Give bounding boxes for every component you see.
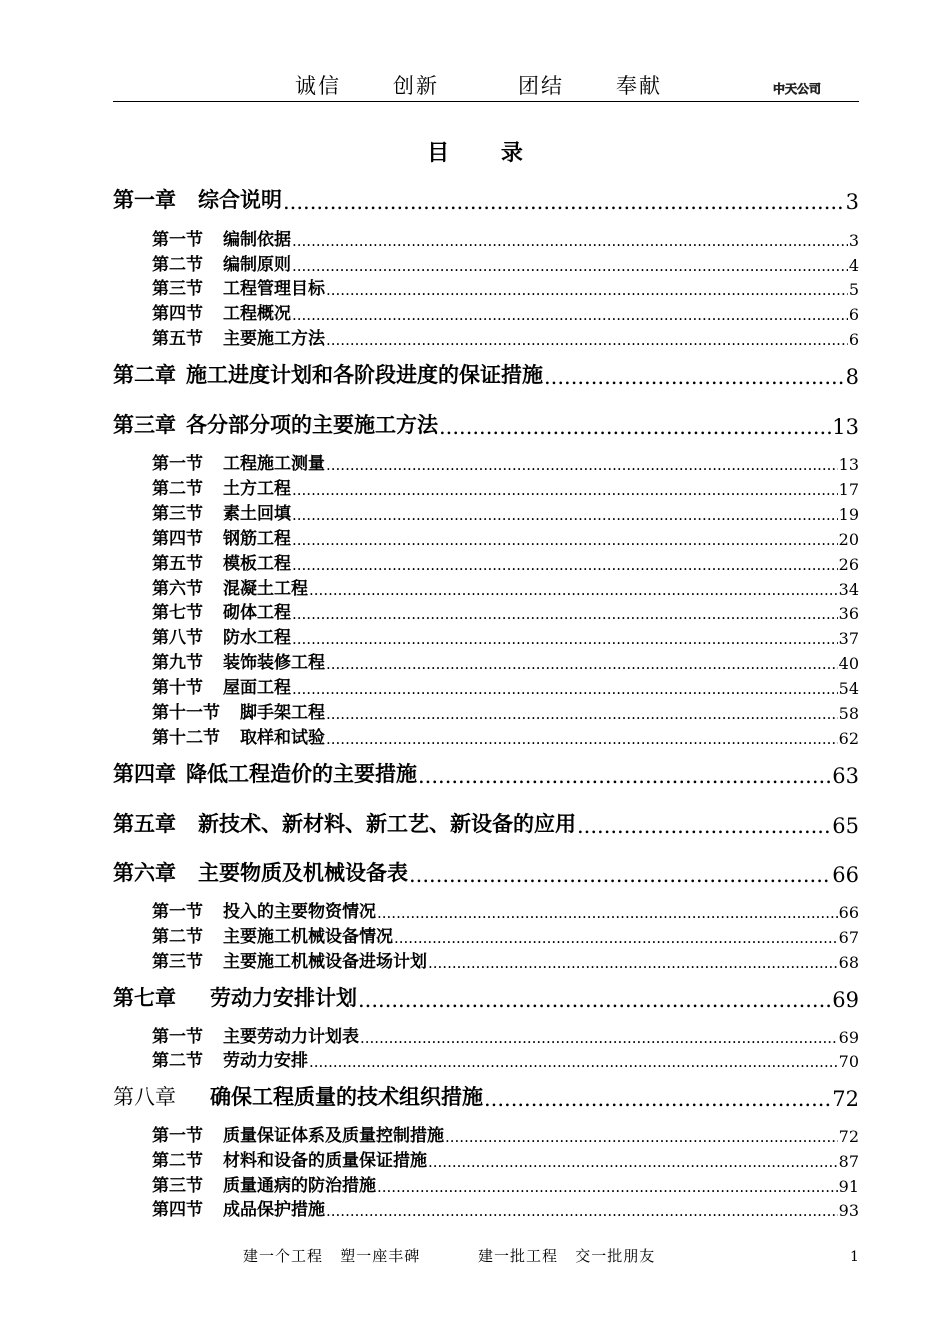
toc-entry-label bbox=[152, 723, 325, 748]
toc-page-number: 87 bbox=[838, 1152, 859, 1171]
toc-entry-number: 第三节 bbox=[152, 504, 203, 524]
toc-entry-label bbox=[152, 897, 376, 922]
toc-entry-number: 第三节 bbox=[152, 1176, 203, 1196]
toc-entry-title: 综合说明 bbox=[198, 187, 282, 212]
toc-entry-number: 第三章 bbox=[113, 412, 176, 437]
toc-chapter-entry[interactable] bbox=[113, 361, 859, 389]
toc-entry-label bbox=[152, 549, 291, 574]
motto-word: 创新 bbox=[393, 74, 439, 98]
toc-page-number: 3 bbox=[848, 231, 859, 250]
toc-leader-dots bbox=[292, 680, 838, 698]
toc-leader-dots bbox=[292, 630, 838, 648]
toc-entry-label bbox=[152, 698, 325, 723]
toc-entry-label bbox=[113, 857, 408, 887]
toc-leader-dots bbox=[292, 506, 838, 524]
toc-page-number: 19 bbox=[838, 505, 859, 524]
toc-section-entry[interactable] bbox=[152, 577, 859, 599]
toc-leader-dots bbox=[326, 655, 838, 673]
toc-entry-number: 第二节 bbox=[152, 1051, 203, 1071]
toc-page-number: 62 bbox=[838, 729, 859, 748]
motto-word: 诚信 bbox=[295, 74, 341, 98]
toc-entry-title: 编制原则 bbox=[223, 255, 291, 275]
toc-section-entry[interactable] bbox=[152, 1049, 859, 1071]
toc-page-number: 68 bbox=[838, 953, 859, 972]
toc-section-entry[interactable] bbox=[152, 527, 859, 549]
toc-page-number: 20 bbox=[838, 530, 859, 549]
toc-leader-dots bbox=[360, 1029, 838, 1047]
toc-section-entry[interactable] bbox=[152, 228, 859, 250]
toc-entry-number: 第四章 bbox=[113, 761, 176, 786]
toc-page-number: 69 bbox=[832, 988, 859, 1012]
toc-entry-number: 第四节 bbox=[152, 304, 203, 324]
toc-entry-title: 工程管理目标 bbox=[223, 279, 325, 299]
toc-entry-label bbox=[113, 359, 543, 389]
toc-entry-number: 第五节 bbox=[152, 554, 203, 574]
toc-entry-label bbox=[152, 922, 393, 947]
toc-entry-title: 工程施工测量 bbox=[223, 454, 325, 474]
toc-entry-title: 主要施工机械设备情况 bbox=[223, 927, 393, 947]
toc-entry-number: 第四节 bbox=[152, 1200, 203, 1220]
toc-entry-number: 第十二节 bbox=[152, 728, 220, 748]
toc-entry-number: 第一节 bbox=[152, 1126, 203, 1146]
toc-entry-number: 第二章 bbox=[113, 362, 176, 387]
toc-entry-label bbox=[152, 648, 325, 673]
toc-entry-label bbox=[152, 225, 291, 250]
toc-entry-label bbox=[152, 574, 308, 599]
header-divider bbox=[113, 101, 859, 102]
toc-entry-number: 第二节 bbox=[152, 479, 203, 499]
toc-page-number: 63 bbox=[832, 764, 859, 788]
toc-page-number: 34 bbox=[838, 580, 859, 599]
toc-page-number: 67 bbox=[838, 928, 859, 947]
toc-page-number: 17 bbox=[838, 480, 859, 499]
toc-entry-title: 混凝土工程 bbox=[223, 579, 308, 599]
toc-entry-title: 工程概况 bbox=[223, 304, 291, 324]
toc-section-entry[interactable] bbox=[152, 651, 859, 673]
toc-entry-title: 砌体工程 bbox=[223, 603, 291, 623]
page-header bbox=[113, 70, 859, 102]
toc-entry-number: 第一节 bbox=[152, 230, 203, 250]
toc-page-number: 66 bbox=[838, 903, 859, 922]
toc-leader-dots bbox=[326, 730, 838, 748]
toc-chapter-entry[interactable] bbox=[113, 186, 859, 214]
toc-entry-title: 钢筋工程 bbox=[223, 529, 291, 549]
toc-section-entry[interactable] bbox=[152, 552, 859, 574]
toc-entry-label bbox=[152, 499, 291, 524]
toc-entry-number: 第五章 bbox=[113, 811, 176, 836]
toc-entry-label bbox=[152, 250, 291, 275]
toc-leader-dots bbox=[292, 232, 848, 250]
toc-section-entry[interactable] bbox=[152, 327, 859, 349]
toc-page-number: 5 bbox=[848, 280, 859, 299]
toc-page-number: 91 bbox=[838, 1177, 859, 1196]
toc-leader-dots bbox=[292, 531, 838, 549]
toc-entry-number: 第四节 bbox=[152, 529, 203, 549]
toc-page-number: 70 bbox=[838, 1052, 859, 1071]
toc-entry-number: 第三节 bbox=[152, 279, 203, 299]
motto-word: 奉献 bbox=[616, 74, 662, 98]
toc-chapter-entry[interactable] bbox=[113, 984, 859, 1012]
toc-page-number: 58 bbox=[838, 704, 859, 723]
toc-entry-label bbox=[152, 1046, 308, 1071]
toc-entry-title: 各分部分项的主要施工方法 bbox=[186, 412, 438, 437]
toc-entry-title: 劳动力安排 bbox=[223, 1051, 308, 1071]
toc-entry-label bbox=[152, 947, 427, 972]
toc-entry-number: 第二节 bbox=[152, 255, 203, 275]
toc-page-number: 37 bbox=[838, 629, 859, 648]
toc-leader-dots bbox=[484, 1087, 831, 1111]
toc-section-entry[interactable] bbox=[152, 1124, 859, 1146]
toc-chapter-entry[interactable] bbox=[113, 411, 859, 439]
toc-entry-title: 编制依据 bbox=[223, 230, 291, 250]
toc-entry-title: 降低工程造价的主要措施 bbox=[186, 761, 417, 786]
toc-section-entry[interactable] bbox=[152, 676, 859, 698]
toc-leader-dots bbox=[326, 705, 838, 723]
toc-leader-dots bbox=[358, 988, 831, 1012]
toc-section-entry[interactable] bbox=[152, 502, 859, 524]
toc-leader-dots bbox=[309, 581, 838, 599]
toc-leader-dots bbox=[326, 331, 848, 349]
toc-entry-title: 主要施工方法 bbox=[223, 329, 325, 349]
toc-section-entry[interactable] bbox=[152, 701, 859, 723]
toc-entry-title: 土方工程 bbox=[223, 479, 291, 499]
toc-page-number: 6 bbox=[848, 305, 859, 324]
toc-chapter-entry[interactable] bbox=[113, 1083, 859, 1111]
toc-section-entry[interactable] bbox=[152, 925, 859, 947]
toc-entry-title: 施工进度计划和各阶段进度的保证措施 bbox=[186, 362, 543, 387]
toc-leader-dots bbox=[292, 481, 838, 499]
toc-section-entry[interactable] bbox=[152, 1174, 859, 1196]
toc-section-entry[interactable] bbox=[152, 1149, 859, 1171]
toc-entry-label bbox=[113, 808, 576, 838]
toc-page-number: 4 bbox=[848, 256, 859, 275]
toc-entry-title: 质量通病的防治措施 bbox=[223, 1176, 376, 1196]
toc-chapter-entry[interactable] bbox=[113, 760, 859, 788]
toc-entry-title: 取样和试验 bbox=[240, 728, 325, 748]
toc-entry-title: 主要劳动力计划表 bbox=[223, 1027, 359, 1047]
toc-entry-number: 第三节 bbox=[152, 952, 203, 972]
toc-chapter-entry[interactable] bbox=[113, 859, 859, 887]
toc-leader-dots bbox=[326, 281, 848, 299]
toc-leader-dots bbox=[326, 456, 838, 474]
toc-entry-number: 第六节 bbox=[152, 579, 203, 599]
toc-entry-label bbox=[152, 1171, 376, 1196]
toc-leader-dots bbox=[292, 556, 838, 574]
toc-page-number: 8 bbox=[845, 365, 859, 389]
toc-leader-dots bbox=[377, 1178, 838, 1196]
toc-entry-number: 第八节 bbox=[152, 628, 203, 648]
toc-entry-label bbox=[113, 409, 438, 439]
toc-section-entry[interactable] bbox=[152, 477, 859, 499]
toc-section-entry[interactable] bbox=[152, 950, 859, 972]
toc-entry-label bbox=[152, 449, 325, 474]
motto-word: 团结 bbox=[518, 74, 564, 98]
toc-entry-label bbox=[113, 982, 357, 1012]
toc-page-number: 93 bbox=[838, 1201, 859, 1220]
toc-leader-dots bbox=[577, 814, 831, 838]
toc-entry-title: 主要物质及机械设备表 bbox=[198, 860, 408, 885]
toc-entry-label bbox=[152, 1121, 444, 1146]
toc-entry-number: 第九节 bbox=[152, 653, 203, 673]
toc-entry-title: 防水工程 bbox=[223, 628, 291, 648]
toc-title: 目 录 bbox=[427, 140, 545, 166]
toc-page-number: 6 bbox=[848, 330, 859, 349]
toc-section-entry[interactable] bbox=[152, 1198, 859, 1220]
toc-page-number: 13 bbox=[838, 455, 859, 474]
toc-leader-dots bbox=[544, 365, 845, 389]
toc-entry-title: 材料和设备的质量保证措施 bbox=[223, 1151, 427, 1171]
toc-section-entry[interactable] bbox=[152, 302, 859, 324]
toc-page-number: 72 bbox=[838, 1127, 859, 1146]
toc-section-entry[interactable] bbox=[152, 253, 859, 275]
toc-page-number: 13 bbox=[832, 415, 859, 439]
company-logo-text: 中天公司 bbox=[772, 82, 821, 96]
toc-section-entry[interactable] bbox=[152, 900, 859, 922]
toc-entry-number: 第一节 bbox=[152, 902, 203, 922]
toc-entry-label bbox=[152, 299, 291, 324]
toc-entry-label bbox=[113, 184, 282, 214]
toc-section-entry[interactable] bbox=[152, 1025, 859, 1047]
toc-entry-number: 第五节 bbox=[152, 329, 203, 349]
toc-page-number: 65 bbox=[832, 814, 859, 838]
toc-entry-title: 模板工程 bbox=[223, 554, 291, 574]
footer-slogan: 建一个工程 塑一座丰碑 建一批工程 交一批朋友 bbox=[243, 1247, 656, 1265]
toc-entry-label bbox=[113, 758, 417, 788]
toc-entry-title: 主要施工机械设备进场计划 bbox=[223, 952, 427, 972]
toc-entry-label bbox=[152, 1022, 359, 1047]
toc-entry-number: 第十节 bbox=[152, 678, 203, 698]
toc-leader-dots bbox=[309, 1053, 838, 1071]
toc-entry-label bbox=[152, 673, 291, 698]
toc-entry-title: 脚手架工程 bbox=[240, 703, 325, 723]
toc-entry-label bbox=[152, 623, 291, 648]
toc-entry-title: 屋面工程 bbox=[223, 678, 291, 698]
toc-entry-number: 第七节 bbox=[152, 603, 203, 623]
toc-page-number: 72 bbox=[832, 1087, 859, 1111]
toc-entry-number: 第二节 bbox=[152, 1151, 203, 1171]
toc-entry-number: 第一节 bbox=[152, 454, 203, 474]
toc-leader-dots bbox=[292, 257, 848, 275]
toc-entry-number: 第七章 bbox=[113, 985, 176, 1010]
toc-leader-dots bbox=[292, 605, 838, 623]
toc-entry-number: 第八章 bbox=[113, 1085, 176, 1109]
toc-entry-title: 确保工程质量的技术组织措施 bbox=[210, 1084, 483, 1109]
toc-leader-dots bbox=[283, 190, 845, 214]
toc-page-number: 69 bbox=[838, 1028, 859, 1047]
toc-leader-dots bbox=[418, 764, 831, 788]
toc-leader-dots bbox=[409, 863, 831, 887]
toc-page-number: 36 bbox=[838, 604, 859, 623]
toc-leader-dots bbox=[428, 1153, 838, 1171]
toc-page-number: 3 bbox=[845, 190, 859, 214]
toc-entry-title: 装饰装修工程 bbox=[223, 653, 325, 673]
toc-chapter-entry[interactable] bbox=[113, 810, 859, 838]
toc-entry-label bbox=[152, 274, 325, 299]
toc-entry-number: 第二节 bbox=[152, 927, 203, 947]
toc-page-number: 40 bbox=[838, 654, 859, 673]
toc-leader-dots bbox=[292, 306, 848, 324]
toc-section-entry[interactable] bbox=[152, 277, 859, 299]
toc-entry-label bbox=[152, 1195, 325, 1220]
toc-page-number: 54 bbox=[838, 679, 859, 698]
toc-entry-title: 质量保证体系及质量控制措施 bbox=[223, 1126, 444, 1146]
toc-entry-title: 投入的主要物资情况 bbox=[223, 902, 376, 922]
toc-entry-title: 成品保护措施 bbox=[223, 1200, 325, 1220]
toc-section-entry[interactable] bbox=[152, 452, 859, 474]
page-number: 1 bbox=[850, 1249, 859, 1265]
toc-entry-label bbox=[152, 324, 325, 349]
toc-entry-label bbox=[152, 474, 291, 499]
toc-entry-title: 素土回填 bbox=[223, 504, 291, 524]
toc-entry-number: 第六章 bbox=[113, 860, 176, 885]
toc-leader-dots bbox=[394, 929, 838, 947]
toc-entry-label bbox=[152, 598, 291, 623]
toc-page-number: 26 bbox=[838, 555, 859, 574]
toc-section-entry[interactable] bbox=[152, 601, 859, 623]
toc-entry-number: 第十一节 bbox=[152, 703, 220, 723]
toc-entry-title: 新技术、新材料、新工艺、新设备的应用 bbox=[198, 811, 576, 836]
toc-leader-dots bbox=[377, 904, 838, 922]
toc-leader-dots bbox=[326, 1202, 838, 1220]
toc-leader-dots bbox=[428, 954, 838, 972]
toc-section-entry[interactable] bbox=[152, 726, 859, 748]
toc-entry-number: 第一节 bbox=[152, 1027, 203, 1047]
toc-section-entry[interactable] bbox=[152, 626, 859, 648]
toc-entry-label bbox=[152, 524, 291, 549]
toc-entry-label bbox=[152, 1146, 427, 1171]
toc-entry-title: 劳动力安排计划 bbox=[210, 985, 357, 1010]
toc-leader-dots bbox=[445, 1128, 838, 1146]
toc-leader-dots bbox=[439, 415, 831, 439]
toc-entry-label bbox=[113, 1081, 483, 1111]
toc-entry-number: 第一章 bbox=[113, 187, 176, 212]
toc-page-number: 66 bbox=[832, 863, 859, 887]
